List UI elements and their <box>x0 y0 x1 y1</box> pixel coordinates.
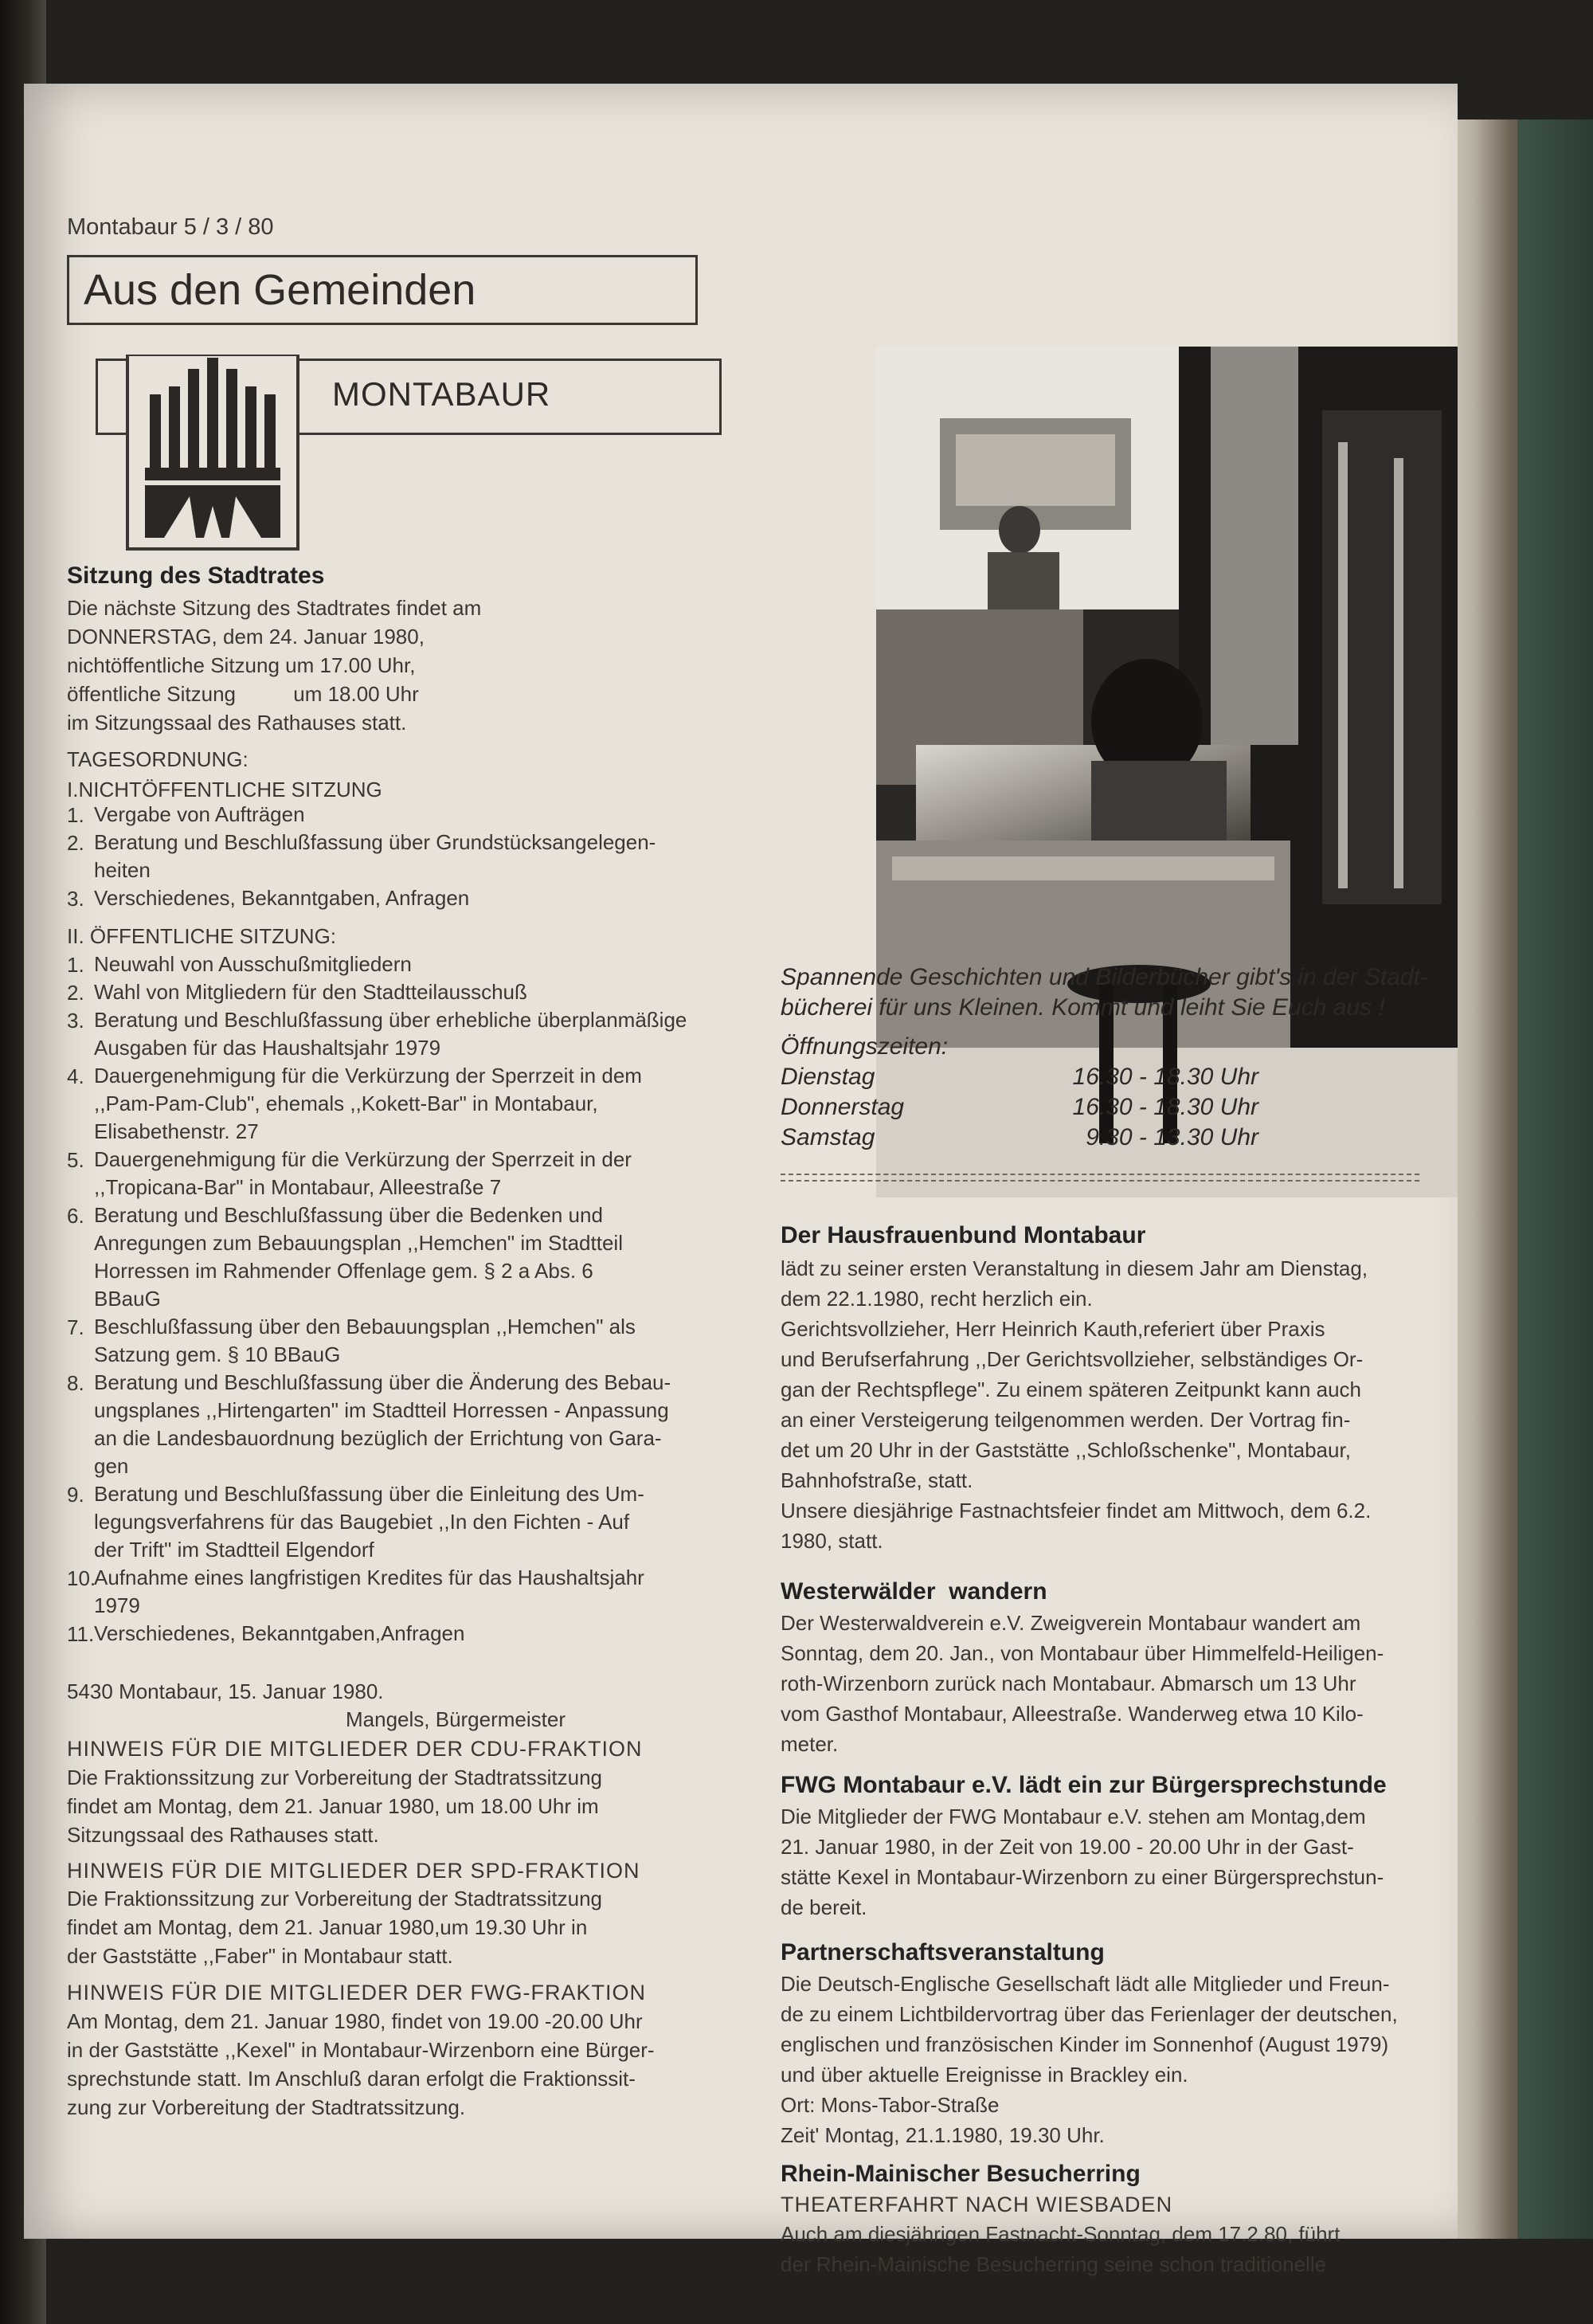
hours-day: Dienstag <box>781 1064 875 1090</box>
agenda-item <box>67 884 752 912</box>
agenda-item-text: Beschlußfassung über den Bebauungsplan ,,Hemchen" als <box>94 1315 636 1338</box>
text-line: roth-Wirzenborn zurück nach Montabaur. Abmarsch um 13 Uhr <box>781 1671 1356 1695</box>
partner-body <box>781 1969 1398 2150</box>
agenda-item-text: Dauergenehmigung für die Verkürzung der Sperrzeit in der <box>94 1147 632 1171</box>
agenda-item-text: 1979 <box>94 1593 140 1617</box>
agenda-title: TAGESORDNUNG: <box>67 747 249 771</box>
agenda-item-text: heiten <box>94 858 151 882</box>
agenda-item-text: gen <box>94 1454 129 1478</box>
agenda-item <box>67 1006 752 1062</box>
text-line: Bahnhofstraße, statt. <box>781 1468 973 1492</box>
rhein-title: Rhein-Mainischer Besucherring <box>781 2161 1141 2187</box>
text-line: lädt zu seiner ersten Veranstaltung in diesem Jahr am Dienstag, <box>781 1256 1368 1280</box>
rhein-body <box>781 2219 1340 2279</box>
hours-day: Donnerstag <box>781 1094 905 1120</box>
text-line: 1980, statt. <box>781 1529 883 1553</box>
agenda-item-text: ,,Tropicana-Bar" in Montabaur, Alleestraße 7 <box>94 1175 502 1199</box>
text-line: de zu einem Lichtbildervortrag über das Ferienlager der deutschen, <box>781 2002 1398 2026</box>
hours-time: 16.30 - 18.30 Uhr <box>1072 1064 1258 1090</box>
newspaper-page <box>24 84 1458 2276</box>
intro-line: nichtöffentliche Sitzung um 17.00 Uhr, <box>67 653 416 677</box>
agenda-item <box>67 950 752 978</box>
fwg-sprechstunde-title: FWG Montabaur e.V. lädt ein zur Bürgersprechstunde <box>781 1772 1387 1798</box>
signature-place-date: 5430 Montabaur, 15. Januar 1980. <box>67 1679 384 1703</box>
hausfrauen-body <box>781 1253 1371 1556</box>
agenda-item-text: Horressen im Rahmender Offenlage gem. § 2 a Abs. 6 <box>94 1259 593 1283</box>
agenda-item-number: 9. <box>67 1483 84 1507</box>
agenda-item-text: Satzung gem. § 10 BBauG <box>94 1342 341 1366</box>
fwg-notice-title: HINWEIS FÜR DIE MITGLIEDER DER FWG-FRAKTION <box>67 1981 647 2005</box>
text-line: meter. <box>781 1732 839 1756</box>
intro-line: Die nächste Sitzung des Stadtrates findet am <box>67 596 482 620</box>
town-crest-icon <box>96 355 301 554</box>
rhein-subtitle: THEATERFAHRT NACH WIESBADEN <box>781 2193 1173 2216</box>
notice-line: der Gaststätte ,,Faber" in Montabaur statt. <box>67 1944 453 1968</box>
text-line: Zeit' Montag, 21.1.1980, 19.30 Uhr. <box>781 2123 1105 2147</box>
partner-title: Partnerschaftsveranstaltung <box>781 1939 1105 1965</box>
agenda-item-text: Beratung und Beschlußfassung über erhebliche überplanmäßige <box>94 1008 687 1032</box>
agenda-item-number: 1. <box>67 803 84 827</box>
agenda-item <box>67 1062 752 1146</box>
notice-line: sprechstunde statt. Im Anschluß daran erfolgt die Fraktionssit- <box>67 2067 636 2091</box>
part2-list <box>67 950 752 1648</box>
page-reference: Montabaur 5 / 3 / 80 <box>67 214 274 240</box>
text-line: gan der Rechtspflege". Zu einem späteren Zeitpunkt kann auch <box>781 1378 1362 1401</box>
agenda-item-text: ungsplanes ,,Hirtengarten" im Stadtteil Horressen - Anpassung <box>94 1398 669 1422</box>
text-line: stätte Kexel in Montabaur-Wirzenborn zu einer Bürgersprechstun- <box>781 1865 1384 1889</box>
agenda-item <box>67 1201 752 1313</box>
agenda-item-text: Verschiedenes, Bekanntgaben,Anfragen <box>94 1621 465 1645</box>
agenda-item-text: Beratung und Beschlußfassung über Grundstücksangelegen- <box>94 830 656 854</box>
text-line: und über aktuelle Ereignisse in Brackley ein. <box>781 2063 1188 2087</box>
agenda-item-number: 4. <box>67 1064 84 1088</box>
agenda-item-text: an die Landesbauordnung bezüglich der Errichtung von Gara- <box>94 1426 662 1450</box>
hours-row <box>781 1092 1258 1123</box>
cdu-notice-body <box>67 1763 602 1849</box>
text-line: Unsere diesjährige Fastnachtsfeier findet am Mittwoch, dem 6.2. <box>781 1499 1372 1523</box>
notice-line: findet am Montag, dem 21. Januar 1980, um 18.00 Uhr im <box>67 1794 599 1818</box>
agenda-item <box>67 1620 752 1648</box>
agenda-item-number: 11. <box>67 1622 95 1646</box>
agenda-item <box>67 1480 752 1564</box>
hours-row <box>781 1062 1258 1092</box>
agenda-item-number: 2. <box>67 981 84 1005</box>
text-line: englischen und französischen Kinder im Sonnenhof (August 1979) <box>781 2032 1389 2056</box>
notice-line: Am Montag, dem 21. Januar 1980, findet von 19.00 -20.00 Uhr <box>67 2009 643 2033</box>
text-line: Ort: Mons-Tabor-Straße <box>781 2093 1000 2117</box>
agenda-item-number: 3. <box>67 1009 84 1033</box>
agenda-item-text: Neuwahl von Ausschußmitgliedern <box>94 952 412 976</box>
agenda-item-text: Beratung und Beschlußfassung über die Änderung des Bebau- <box>94 1370 671 1394</box>
text-line: Die Deutsch-Englische Gesellschaft lädt alle Mitglieder und Freun- <box>781 1972 1390 1996</box>
spd-notice-body <box>67 1884 602 1970</box>
text-line: det um 20 Uhr in der Gaststätte ,,Schloßschenke", Montabaur, <box>781 1438 1351 1462</box>
hours-day: Samstag <box>781 1124 875 1150</box>
agenda-item <box>67 829 752 884</box>
agenda-item <box>67 1313 752 1369</box>
wandern-title: Westerwälder wandern <box>781 1578 1047 1605</box>
agenda-item-text: Dauergenehmigung für die Verkürzung der Sperrzeit in dem <box>94 1064 642 1088</box>
intro-line: DONNERSTAG, dem 24. Januar 1980, <box>67 625 425 649</box>
hours-row <box>781 1123 1258 1153</box>
agenda-item-text: ,,Pam-Pam-Club", ehemals ,,Kokett-Bar" in Montabaur, <box>94 1091 598 1115</box>
spd-notice-title: HINWEIS FÜR DIE MITGLIEDER DER SPD-FRAKTION <box>67 1859 640 1883</box>
agenda-item <box>67 1369 752 1480</box>
section-header-box <box>67 255 698 325</box>
notice-line: zung zur Vorbereitung der Stadtratssitzung. <box>67 2095 466 2119</box>
notice-line: Sitzungssaal des Rathauses statt. <box>67 1823 379 1847</box>
hausfrauen-title: Der Hausfrauenbund Montabaur <box>781 1222 1146 1248</box>
agenda-item-text: Aufnahme eines langfristigen Kredites für das Haushaltsjahr <box>94 1566 644 1589</box>
agenda-item <box>67 978 752 1006</box>
agenda-item-text: Beratung und Beschlußfassung über die Bedenken und <box>94 1203 603 1227</box>
text-line: de bereit. <box>781 1895 867 1919</box>
agenda-item-text: Elisabethenstr. 27 <box>94 1119 259 1143</box>
cdu-notice-title: HINWEIS FÜR DIE MITGLIEDER DER CDU-FRAKTION <box>67 1737 643 1761</box>
agenda-item-text: legungsverfahrens für das Baugebiet ,,In den Fichten - Auf <box>94 1510 630 1534</box>
agenda-item-text: Ausgaben für das Haushaltsjahr 1979 <box>94 1036 441 1060</box>
caption-line: bücherei für uns Kleinen. Kommt und leiht Sie Euch aus ! <box>781 994 1385 1021</box>
agenda-item-number: 6. <box>67 1204 84 1228</box>
notice-line: findet am Montag, dem 21. Januar 1980,um 19.30 Uhr in <box>67 1915 588 1939</box>
agenda-item-text: der Trift" im Stadtteil Elgendorf <box>94 1538 374 1562</box>
agenda-item-number: 1. <box>67 953 84 977</box>
photo-caption <box>781 962 1428 1023</box>
agenda-item-text: Anregungen zum Bebauungsplan ,,Hemchen" im Stadtteil <box>94 1231 623 1255</box>
text-line: vom Gasthof Montabaur, Alleestraße. Wanderweg etwa 10 Kilo- <box>781 1702 1364 1726</box>
agenda-item-text: BBauG <box>94 1287 161 1311</box>
agenda-item-number: 10. <box>67 1566 96 1590</box>
text-line: Sonntag, dem 20. Jan., von Montabaur über Himmelfeld-Heiligen- <box>781 1641 1384 1665</box>
fwg-notice-body <box>67 2007 655 2122</box>
opening-hours-title: Öffnungszeiten: <box>781 1033 949 1060</box>
wandern-body <box>781 1608 1384 1759</box>
sitzung-intro <box>67 594 481 737</box>
town-name: MONTABAUR <box>332 375 551 413</box>
agenda-item-number: 8. <box>67 1371 84 1395</box>
signature-name: Mangels, Bürgermeister <box>346 1707 566 1731</box>
agenda-item <box>67 801 752 829</box>
notice-line: in der Gaststätte ,,Kexel" in Montabaur-Wirzenborn eine Bürger- <box>67 2038 655 2062</box>
caption-line: Spannende Geschichten und Bilderbücher gibt's in der Stadt- <box>781 964 1428 990</box>
agenda-item-text: Verschiedenes, Bekanntgaben, Anfragen <box>94 886 470 910</box>
text-line: Gerichtsvollzieher, Herr Heinrich Kauth,referiert über Praxis <box>781 1317 1325 1341</box>
agenda-item-text: Wahl von Mitgliedern für den Stadtteilausschuß <box>94 980 527 1004</box>
notice-line: Die Fraktionssitzung zur Vorbereitung der Stadtratssitzung <box>67 1766 603 1789</box>
part1-title: I.NICHTÖFFENTLICHE SITZUNG <box>67 778 382 801</box>
text-line: und Berufserfahrung ,,Der Gerichtsvollzieher, selbständiges Or- <box>781 1347 1364 1371</box>
intro-line: öffentliche Sitzung um 18.00 Uhr <box>67 682 419 706</box>
intro-line: im Sitzungssaal des Rathauses statt. <box>67 711 407 735</box>
agenda-item-text: Vergabe von Aufträgen <box>94 802 305 826</box>
divider-rule <box>781 1174 1419 1182</box>
agenda-item-number: 7. <box>67 1315 84 1339</box>
agenda-item <box>67 1146 752 1201</box>
hours-time: 16.30 - 18.30 Uhr <box>1072 1094 1258 1120</box>
text-line: an einer Versteigerung teilgenommen werden. Der Vortrag fin- <box>781 1408 1351 1432</box>
text-line: Auch am diesjährigen Fastnacht-Sonntag, dem 17.2.80, führt <box>781 2222 1341 2246</box>
text-line: Die Mitglieder der FWG Montabaur e.V. stehen am Montag,dem <box>781 1805 1366 1828</box>
agenda-item <box>67 1564 752 1620</box>
agenda-item-number: 3. <box>67 887 84 911</box>
part2-title: II. ÖFFENTLICHE SITZUNG: <box>67 924 337 948</box>
text-line: der Rhein-Mainische Besucherring seine schon traditionelle <box>781 2252 1327 2276</box>
agenda-item-number: 5. <box>67 1148 84 1172</box>
fwg-sprechstunde-body <box>781 1801 1384 1922</box>
text-line: Der Westerwaldverein e.V. Zweigverein Montabaur wandert am <box>781 1611 1361 1635</box>
sitzung-title: Sitzung des Stadtrates <box>67 562 325 589</box>
text-line: dem 22.1.1980, recht herzlich ein. <box>781 1287 1093 1311</box>
opening-hours-list <box>781 1062 1258 1153</box>
part1-list <box>67 801 752 912</box>
notice-line: Die Fraktionssitzung zur Vorbereitung der Stadtratssitzung <box>67 1887 603 1911</box>
agenda-item-number: 2. <box>67 831 84 855</box>
hours-time: 9.30 - 13.30 Uhr <box>1086 1124 1258 1150</box>
text-line: 21. Januar 1980, in der Zeit von 19.00 - 20.00 Uhr in der Gast- <box>781 1835 1354 1859</box>
agenda-item-text: Beratung und Beschlußfassung über die Einleitung des Um- <box>94 1482 644 1506</box>
book-cover-edge <box>1517 120 1593 2239</box>
section-title: Aus den Gemeinden <box>84 266 476 314</box>
